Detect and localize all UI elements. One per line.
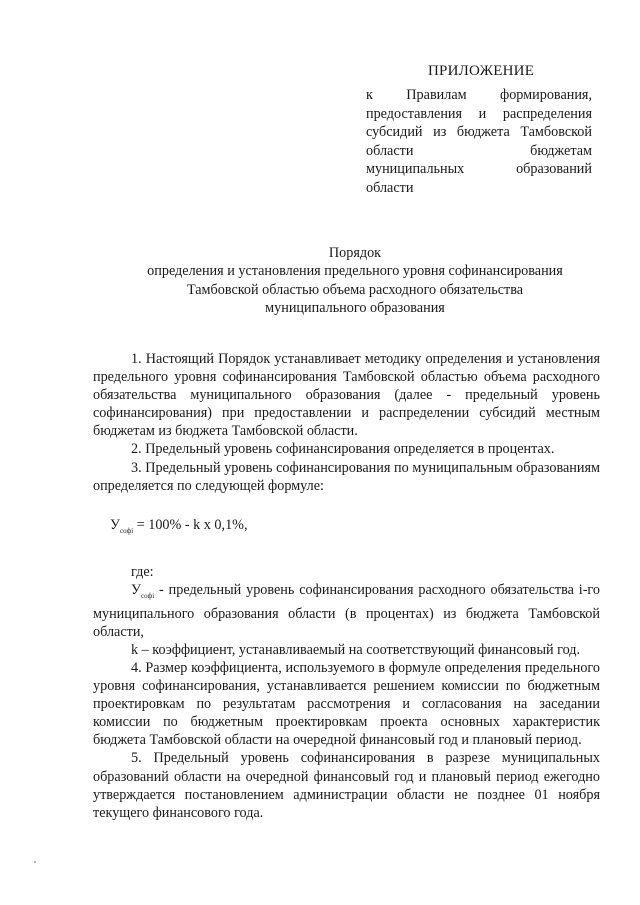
- paragraph-2: 2. Предельный уровень софинансирования определяется в процентах.: [131, 441, 555, 458]
- document-body: [93, 350, 600, 822]
- formula-subscript: софi: [120, 526, 134, 535]
- paragraph-1: 1. Настоящий Порядок устанавливает методику определения и установления предельного уровня софинансирования Тамбовской областью объема расходного обязательства муниципального образования (далее - предельный уровень софинансирования) при предоставлении и распределении субсидий местным бюджетам из бюджета Тамбовской области.: [93, 351, 600, 440]
- title-line: муниципального образования: [265, 300, 445, 317]
- appendix-reference: [366, 86, 592, 198]
- appendix-ref-line: к Правилам формирования,: [366, 87, 592, 103]
- formula: [93, 516, 600, 540]
- appendix-ref-line: муниципальных образований: [366, 161, 592, 178]
- where-label: где:: [131, 563, 154, 580]
- formula-expression: = 100% - k x 0,1%,: [133, 516, 248, 533]
- definition-y: [93, 581, 600, 641]
- definition-text: - предельный уровень софинансирования расходного обязательства i-го муниципального образования области (в процентах) из бюджета Тамбовской области,: [93, 581, 600, 640]
- formula-symbol: У: [110, 516, 121, 533]
- appendix-ref-line: предоставления и распределения: [366, 105, 592, 122]
- paragraph-4: 4. Размер коэффициента, используемого в формуле определения предельного уровня софинансирования, устанавливается решением комиссии по бюджетным проектировкам по результатам рассмотрения и согласования на заседании комиссии по бюджетным проектировкам проекта основных характеристик бюджета Тамбовской области на очередной финансовый год и плановый период.: [93, 659, 600, 749]
- appendix-ref-line: области бюджетам: [366, 142, 592, 159]
- paragraph-5: 5. Предельный уровень софинансирования в разрезе муниципальных образований области на очередной финансовый год и плановый период ежегодно утверждается постановлением администрации области не позднее 01 ноября текущего финансового года.: [93, 750, 600, 821]
- appendix-ref-line: области: [366, 179, 414, 196]
- scan-speck: [34, 861, 36, 863]
- definition-k: k – коэффициент, устанавливаемый на соответствующий финансовый год.: [131, 641, 581, 658]
- appendix-title: ПРИЛОЖЕНИЕ: [428, 63, 535, 79]
- paragraph-3: 3. Предельный уровень софинансирования по муниципальным образованиям определяется по следующей формуле:: [93, 459, 600, 494]
- title-line: определения и установления предельного уровня софинансирования: [147, 263, 563, 280]
- definition-subscript: софi: [141, 591, 155, 600]
- title-line: Тамбовской областью объема расходного обязательства: [186, 281, 524, 298]
- definition-symbol: У: [131, 581, 142, 598]
- title-line: Порядок: [328, 245, 382, 261]
- appendix-ref-line: субсидий из бюджета Тамбовской: [366, 124, 592, 141]
- document-title: [80, 244, 630, 318]
